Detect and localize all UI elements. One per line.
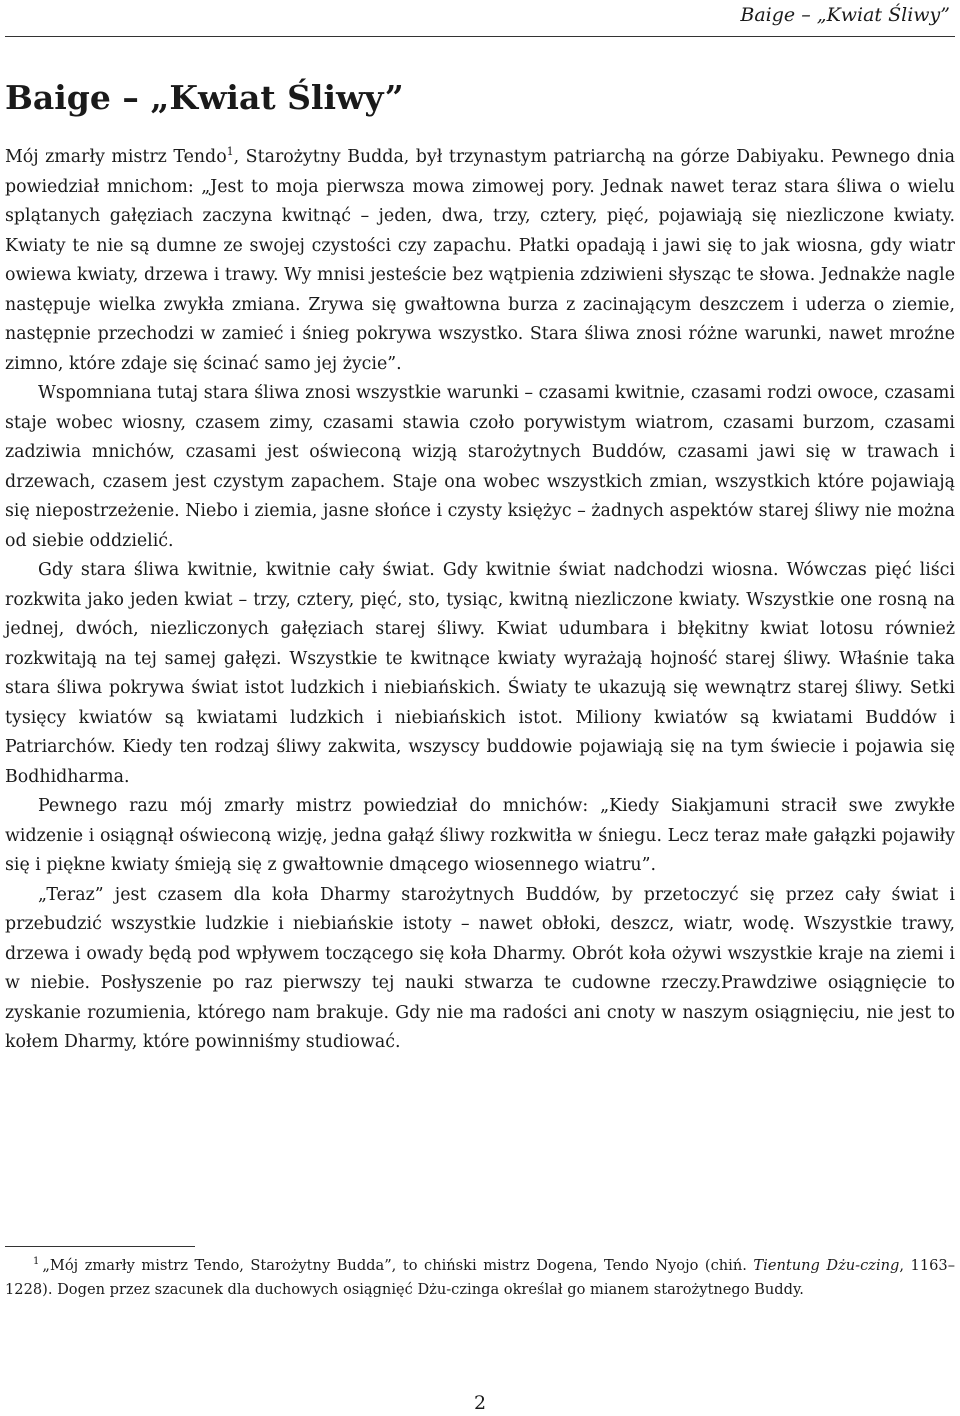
paragraph-4: Pewnego razu mój zmarły mistrz powiedział do mnichów: „Kiedy Siakjamuni stracił swe zwykłe widzenie i osiągnął oświeconą wizję, jedna gałąź śliwy rozkwitła w śniegu. Lecz teraz małe gałązki pojawiły się i piękne kwiaty śmieją się z gwałtownie dmącego wiosennego wiatru”. xyxy=(5,796,955,875)
footnote-ref[interactable]: 1 xyxy=(226,145,234,159)
paragraph-1-start: Mój zmarły mistrz Tendo xyxy=(5,147,227,167)
paragraph-1-rest: , Starożytny Budda, był trzynastym patriarchą na górze Dabiyaku. Pewnego dnia powiedział mnichom: „Jest to moja pierwsza mowa zimowej pory. Jednak nawet teraz stara śliwa o wielu splątanych gałęziach zaczyna kwitnąć – jeden, dwa, trzy, cztery, pięć, pojawiają się niezliczone kwiaty. Kwiaty te nie są dumne ze swojej czystości czy zapachu. Płatki opadają i jawi się to jak wiosna, gdy wiatr owiewa kwiaty, drzewa i trawy. Wy mnisi jesteście bez wątpienia zdziwieni słysząc te słowa. Jednakże nagle następuje wielka zwykła zmiana. Zrywa się gwałtowna burza z zacinającym deszczem i uderza o ziemie, następnie przechodzi w zamieć i śnieg pokrywa wszystko. Stara śliwa znosi różne warunki, nawet mroźne zimno, które zdaje się ścinać samo jej życie”. xyxy=(5,147,955,374)
footnote xyxy=(5,1254,955,1301)
footnote-rule xyxy=(5,1246,195,1247)
paragraph-2: Wspomniana tutaj stara śliwa znosi wszystkie warunki – czasami kwitnie, czasami rodzi owoce, czasami staje wobec wiosny, czasem zimy, czasami stawia czoło porywistym wiatrom, czasami burzom, czasami zadziwia mnichów, czasami jest oświeconą wizją starożytnych Buddów, czasami jawi się w trawach i drzewach, czasem jest czystym zapachem. Staje ona wobec wszystkich zmian, wszystkich które pojawiają się niepostrzeżenie. Niebo i ziemia, jasne słońce i czysty księżyc – żadnych aspektów starej śliwy nie można od siebie oddzielić. xyxy=(5,383,956,551)
document-body xyxy=(5,143,955,1058)
footnote-italic: Tientung Dżu-czing xyxy=(753,1257,900,1274)
page-title: Baige – „Kwiat Śliwy” xyxy=(5,78,404,117)
footnote-text-start: „Mój zmarły mistrz Tendo, Starożytny Budda”, to chiński mistrz Dogena, Tendo Nyojo (chiń. xyxy=(42,1257,754,1274)
footnote-text-end: , 1163–1228). Dogen przez szacunek dla duchowych osiągnięć Dżu-czinga określał go mianem starożytnego Buddy. xyxy=(5,1257,955,1298)
running-head: Baige – „Kwiat Śliwy” xyxy=(740,4,950,26)
paragraph-3: Gdy stara śliwa kwitnie, kwitnie cały świat. Gdy kwitnie świat nadchodzi wiosna. Wówczas pięć liści rozkwita jako jeden kwiat – trzy, cztery, pięć, sto, tysiąc, kwitną niezliczone kwiaty. Wszystkie one rosną na jednej, dwóch, niezliczonych gałęziach starej śliwy. Kwiat udumbara i błękitny kwiat lotosu również rozkwitają na tej samej gałęzi. Wszystkie te kwitnące kwiaty wyrażają hojność starej śliwy. Właśnie taka stara śliwa pokrywa świat istot ludzkich i niebiańskich. Światy te ukazują się wewnątrz starej śliwy. Setki tysięcy kwiatów są kwiatami ludzkich i niebiańskich istot. Miliony kwiatów są kwiatami Buddów i Patriarchów. Kiedy ten rodzaj śliwy zakwita, wszyscy buddowie pojawiają się na tym świecie i pojawia się Bodhidharma. xyxy=(5,560,955,787)
page-number: 2 xyxy=(473,1392,487,1414)
paragraph-5: „Teraz” jest czasem dla koła Dharmy starożytnych Buddów, by przetoczyć się przez cały świat i przebudzić wszystkie ludzkie i niebiańskie istoty – nawet obłoki, deszcz, wiatr, wodę. Wszystkie trawy, drzewa i owady będą pod wpływem toczącego się koła Dharmy. Obrót koła ożywi wszystkie kraje na ziemi i w niebie. Posłyszenie po raz pierwszy tej nauki stwarza te cudowne rzeczy.Prawdziwe osiągnięcie to zyskanie rozumienia, którego nam brakuje. Gdy nie ma radości ani cnoty w naszym osiągnięciu, nie jest to kołem Dharmy, które powinniśmy studiować. xyxy=(5,884,955,1052)
paragraph-1 xyxy=(5,143,955,379)
footnote-mark: 1 xyxy=(33,1256,40,1268)
header-rule xyxy=(5,36,955,37)
